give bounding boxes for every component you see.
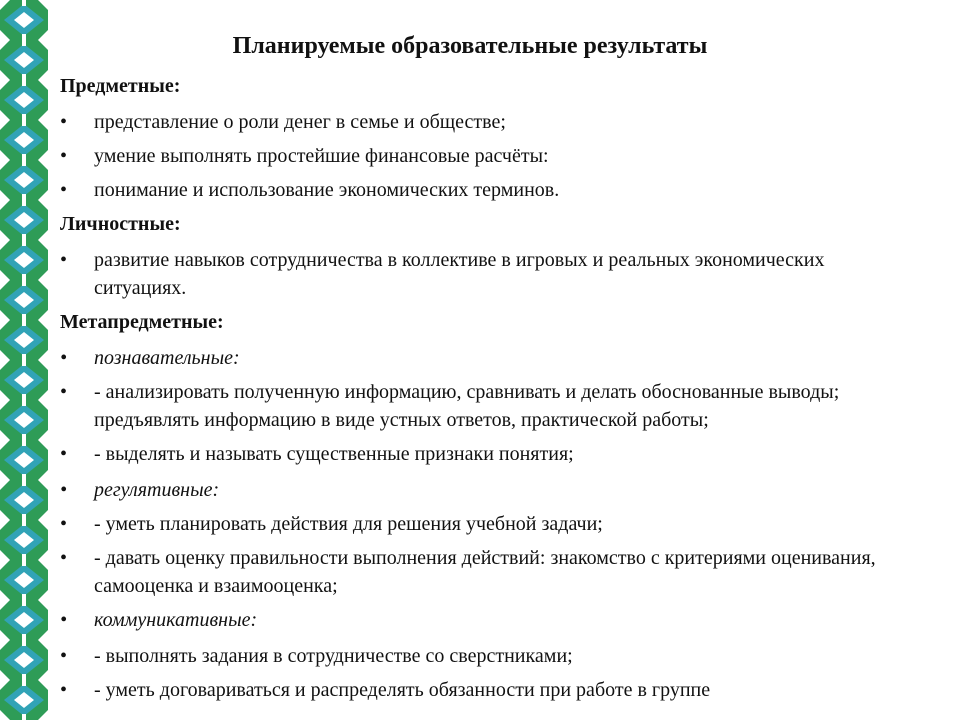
list-item: • - уметь планировать действия для решения учебной задачи;: [60, 510, 940, 538]
list-item: • умение выполнять простейшие финансовые расчёты:: [60, 142, 940, 170]
bullet-icon: •: [60, 347, 68, 369]
bullet-icon: •: [60, 679, 68, 701]
list-item: • познавательные:: [60, 344, 940, 372]
list-item: • - давать оценку правильности выполнения действий: знакомство с критериями оценивания, самооценка и взаимооценка;: [60, 544, 940, 600]
list-item: • - выполнять задания в сотрудничестве со сверстниками;: [60, 642, 940, 670]
slide-content: [60, 0, 950, 720]
bullet-icon: •: [60, 645, 68, 667]
bullet-icon: •: [60, 179, 68, 201]
bullet-icon: •: [60, 381, 68, 403]
bullet-icon: •: [60, 513, 68, 535]
bullet-icon: •: [60, 609, 68, 631]
list-item: • коммуникативные:: [60, 606, 940, 634]
slide-title: Планируемые образовательные результаты: [232, 33, 708, 59]
list-item: • развитие навыков сотрудничества в коллективе в игровых и реальных экономических ситуациях.: [60, 246, 940, 302]
list-item: • - выделять и называть существенные признаки понятия;: [60, 440, 940, 468]
list-item: • понимание и использование экономических терминов.: [60, 176, 940, 204]
bullet-icon: •: [60, 145, 68, 167]
bullet-icon: •: [60, 547, 68, 569]
section-heading-subject: Предметные:: [60, 75, 181, 97]
bullet-icon: •: [60, 443, 68, 465]
list-item: • регулятивные:: [60, 476, 940, 504]
section-heading-personal: Личностные:: [60, 213, 181, 235]
list-item: • - анализировать полученную информацию, сравнивать и делать обоснованные выводы; предъявлять информацию в виде устных ответов, практической работы;: [60, 378, 940, 434]
list-item: • представление о роли денег в семье и обществе;: [60, 108, 940, 136]
bullet-icon: •: [60, 479, 68, 501]
list-item: • - уметь договариваться и распределять обязанности при работе в группе: [60, 676, 940, 704]
bullet-icon: •: [60, 111, 68, 133]
section-heading-meta: Метапредметные:: [60, 311, 224, 333]
side-ornament-pattern: [0, 0, 48, 720]
bullet-icon: •: [60, 249, 68, 271]
